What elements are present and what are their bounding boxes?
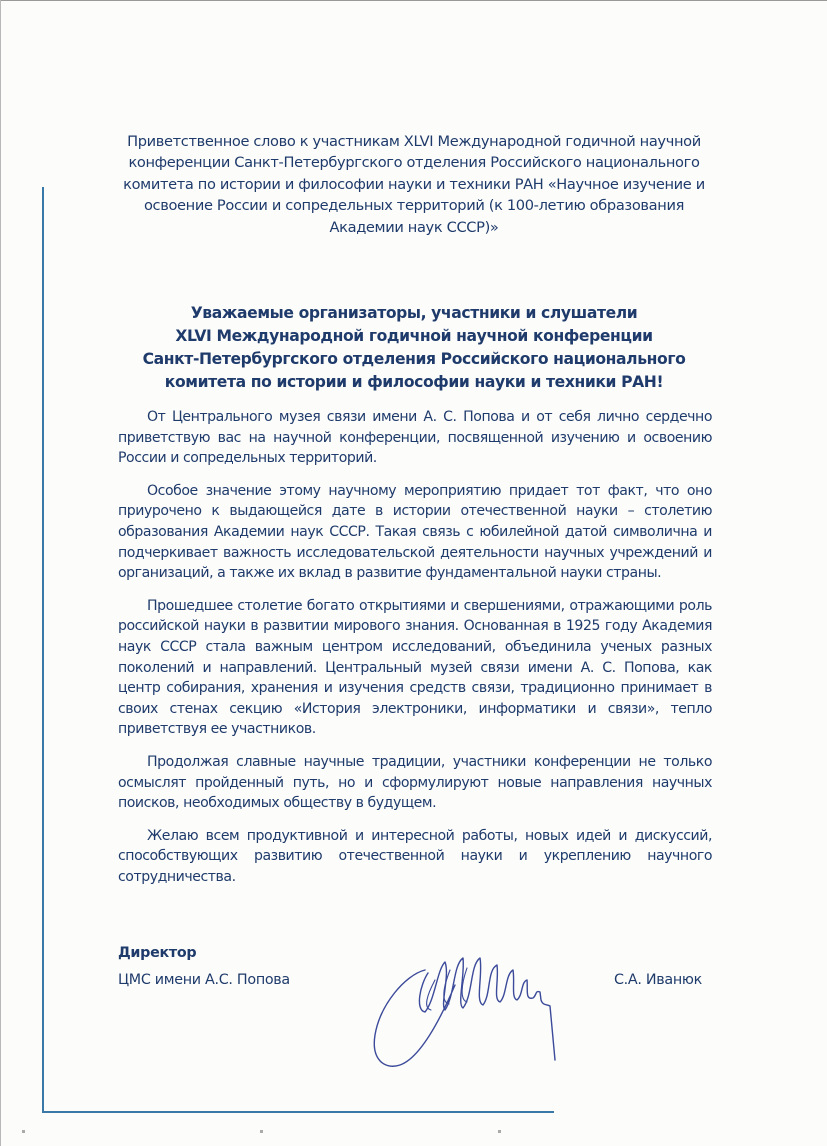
- handwritten-signature-icon: [365, 940, 585, 1075]
- paragraph: Продолжая славные научные традиции, участники конференции не только осмыслят пройденный путь, но и сформулируют новые направления научных поисков, необходимых обществу в будущем.: [118, 753, 712, 812]
- scan-mark: [260, 1130, 263, 1133]
- page-edge: [0, 0, 1, 1146]
- letter-body: [118, 407, 712, 899]
- scan-mark: [498, 1130, 501, 1133]
- paragraph: Прошедшее столетие богато открытиями и свершениями, отражающими роль российской науки в развитии мирового знания. Основанная в 1925 году Академия наук СССР стала важным центром исследований, объединила ученых разных поколений и направлений. Центральный музей связи имени А. С. Попова, как центр собирания, хранения и изучения средств связи, традиционно принимает в своих стенах секцию «История электроники, информатики и связи», тепло приветствуя ее участников.: [118, 597, 712, 738]
- salutation-line: комитета по истории и философии науки и техники РАН!: [164, 373, 664, 391]
- signer-name: С.А. Иванюк: [614, 972, 702, 988]
- greeting-heading-line: комитета по истории и философии науки и техники РАН «Научное изучение и: [123, 175, 705, 193]
- paragraph: Желаю всем продуктивной и интересной работы, новых идей и дискуссий, способствующих развитию отечественной науки и укреплению научного сотрудничества.: [118, 827, 712, 885]
- frame-bottom-border: [42, 1111, 554, 1113]
- frame-left-border: [42, 187, 44, 1112]
- paragraph: Особое значение этому научному мероприятию придает тот факт, что оно приурочено к выдающейся дате в истории отечественной науки – столетию образования Академии наук СССР. Такая связь с юбилейной датой символична и подчеркивает важность исследовательской деятельности научных учреждений и организаций, а также их вклад в развитие фундаментальной науки страны.: [118, 482, 712, 582]
- greeting-heading: [108, 131, 720, 238]
- salutation: [108, 302, 720, 394]
- paragraph: От Центрального музея связи имени А. С. Попова и от себя лично сердечно приветствую вас на научной конференции, посвященной изучению и освоению России и сопредельных территорий.: [118, 409, 712, 467]
- greeting-heading-line: Академии наук СССР)»: [329, 218, 499, 236]
- greeting-heading-line: конференции Санкт-Петербургского отделения Российского национального: [128, 154, 700, 172]
- signer-position: Директор: [118, 945, 197, 961]
- signer-organization: ЦМС имени А.С. Попова: [118, 972, 290, 988]
- salutation-line: Санкт-Петербургского отделения Российского национального: [142, 350, 686, 368]
- page-edge: [0, 0, 827, 1]
- greeting-heading-line: Приветственное слово к участникам XLVI Международной годичной научной: [127, 133, 701, 150]
- scan-mark: [22, 1130, 25, 1133]
- greeting-heading-line: освоение России и сопредельных территорий (к 100-летию образования: [143, 197, 685, 215]
- salutation-line: Уважаемые организаторы, участники и слушатели: [190, 304, 638, 322]
- salutation-line: XLVI Международной годичной научной конференции: [175, 327, 653, 345]
